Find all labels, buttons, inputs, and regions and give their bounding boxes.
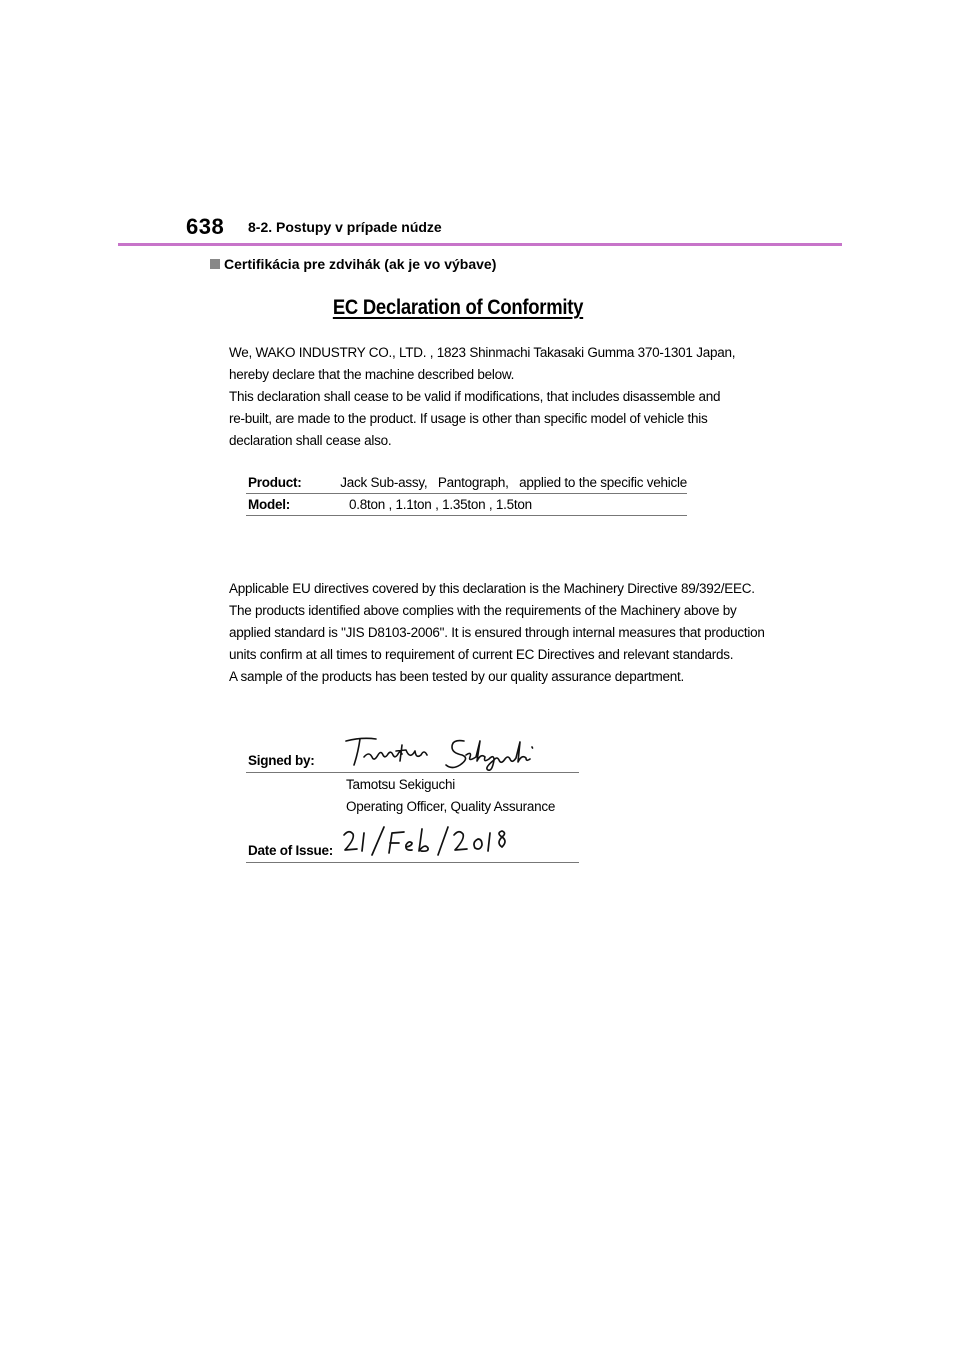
spec-value: Jack Sub-assy, Pantograph, applied to the specific vehicle	[340, 475, 687, 490]
page-number: 638	[186, 214, 225, 239]
spec-label: Model:	[248, 497, 290, 512]
spec-value: 0.8ton , 1.1ton , 1.35ton , 1.5ton	[349, 497, 532, 512]
date-block	[246, 818, 579, 863]
subheading-text: Certifikácia pre zdvihák (ak je vo výbave)	[224, 256, 497, 272]
intro-line: This declaration shall cease to be valid if modifications, that includes disassemble and	[229, 389, 721, 404]
directive-line: The products identified above complies with the requirements of the Machinery above by	[229, 603, 737, 618]
header-rule	[118, 243, 842, 246]
directive-line: units confirm at all times to requirement of current EC Directives and relevant standards.	[229, 647, 734, 662]
signature-block	[246, 728, 579, 814]
square-bullet-icon	[210, 259, 220, 269]
date-label: Date of Issue:	[248, 843, 334, 858]
directive-line: A sample of the products has been tested by our quality assurance department.	[229, 669, 685, 684]
intro-line: declaration shall cease also.	[229, 433, 392, 448]
signer-name: Tamotsu Sekiguchi	[346, 777, 456, 792]
directive-line: applied standard is "JIS D8103-2006". It is ensured through internal measures that production	[229, 625, 765, 640]
spec-table	[246, 472, 687, 516]
intro-line: re-built, are made to the product. If usage is other than specific model of vehicle this	[229, 411, 708, 426]
intro-line: hereby declare that the machine described below.	[229, 367, 515, 382]
spec-row-product	[246, 472, 687, 494]
subheading	[210, 256, 496, 272]
section-title: 8-2. Postupy v prípade núdze	[248, 219, 442, 235]
directives-paragraph	[229, 578, 765, 688]
signer-title: Operating Officer, Quality Assurance	[346, 799, 556, 814]
intro-line: We, WAKO INDUSTRY CO., LTD. , 1823 Shinmachi Takasaki Gumma 370-1301 Japan,	[229, 345, 736, 360]
spec-label: Product:	[248, 475, 302, 490]
handwritten-signature	[342, 731, 542, 771]
handwritten-date	[342, 823, 512, 861]
signer-info	[346, 774, 555, 818]
declaration-title: EC Declaration of Conformity	[332, 296, 584, 319]
directive-line: Applicable EU directives covered by this declaration is the Machinery Directive 89/392/EEC.	[229, 581, 755, 596]
intro-paragraph	[229, 342, 735, 452]
signed-by-row	[246, 728, 579, 773]
signed-by-label: Signed by:	[248, 753, 315, 768]
date-row	[246, 818, 579, 863]
spec-row-model	[246, 494, 687, 516]
